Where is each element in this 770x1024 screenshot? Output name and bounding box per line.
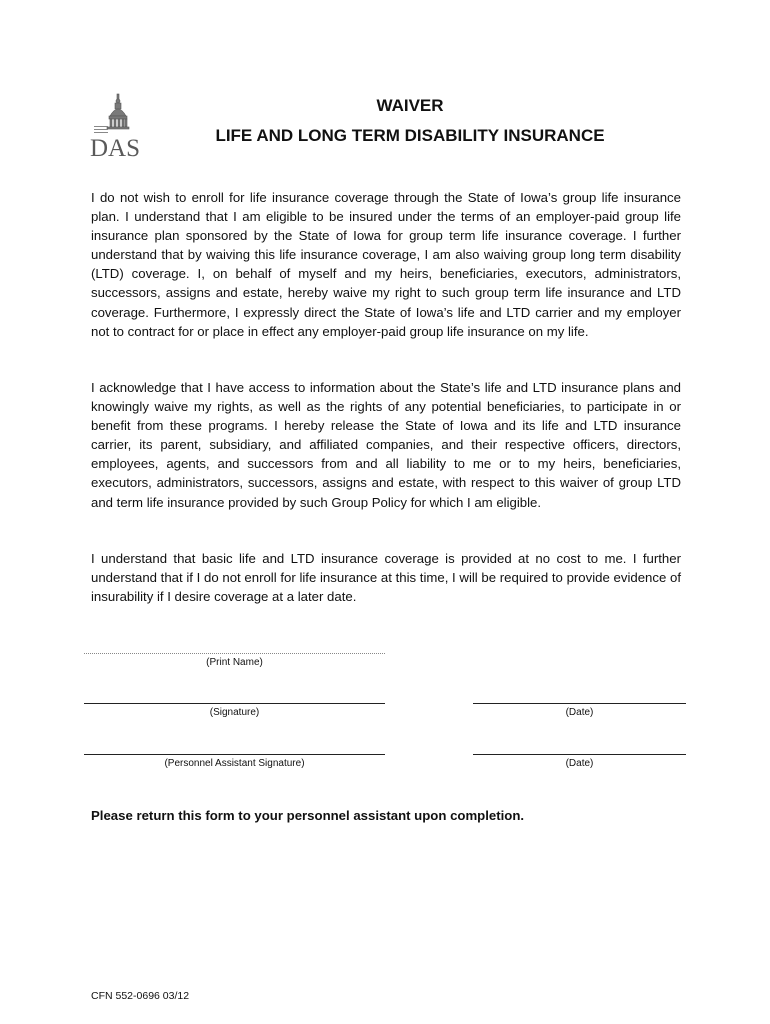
print-name-line[interactable] <box>84 653 385 654</box>
date-label-1: (Date) <box>565 707 594 718</box>
capitol-dome-icon <box>88 92 150 160</box>
waiver-paragraph-1: I do not wish to enroll for life insurance coverage through the State of Iowa’s group life insurance plan. I understand that I am eligible to be insured under the terms of an employer-paid group life insurance plan sponsored by the State of Iowa for group term life insurance coverage. I further understand that by waiving this life insurance coverage, I am also waiving group long term disability (LTD) coverage. I, on behalf of myself and my heirs, beneficiaries, executors, administrators, successors, assigns and estate, hereby waive my right to such group term life insurance and LTD coverage. Furthermore, I expressly direct the State of Iowa’s life and LTD carrier and my employer not to contract for or place in effect any employer-paid group life insurance on my life. <box>91 190 681 339</box>
date-label-2: (Date) <box>565 758 594 769</box>
das-wordmark: DAS <box>90 135 141 160</box>
personnel-signature-line[interactable] <box>84 754 385 755</box>
personnel-signature-label: (Personnel Assistant Signature) <box>164 758 305 769</box>
date-line-2[interactable] <box>473 754 686 755</box>
signature-line[interactable] <box>84 703 385 704</box>
date-line-1[interactable] <box>473 703 686 704</box>
form-title-insurance: LIFE AND LONG TERM DISABILITY INSURANCE <box>215 126 605 145</box>
das-logo <box>88 92 150 160</box>
print-name-label: (Print Name) <box>206 657 263 668</box>
form-title-waiver: WAIVER <box>376 96 444 115</box>
return-instruction: Please return this form to your personnel assistant upon completion. <box>91 808 525 823</box>
waiver-paragraph-2: I acknowledge that I have access to information about the State’s life and LTD insurance plans and knowingly waive my rights, as well as the rights of any potential beneficiaries, to participate in or benefit from these programs. I hereby release the State of Iowa and its life and LTD insurance carrier, its parent, subsidiary, and affiliated companies, and their respective officers, directors, employees, agents, and successors from and all liability to me or to my heirs, beneficiaries, executors, administrators, successors, assigns and estate, with respect to this waiver of group LTD and term life insurance provided by such Group Policy for which I am eligible. <box>91 380 681 510</box>
signature-label: (Signature) <box>209 707 260 718</box>
waiver-paragraph-3: I understand that basic life and LTD insurance coverage is provided at no cost to me. I further understand that if I do not enroll for life insurance at this time, I will be required to provide evidence of insurability if I desire coverage at a later date. <box>91 551 681 605</box>
form-number: CFN 552-0696 03/12 <box>91 990 190 1002</box>
